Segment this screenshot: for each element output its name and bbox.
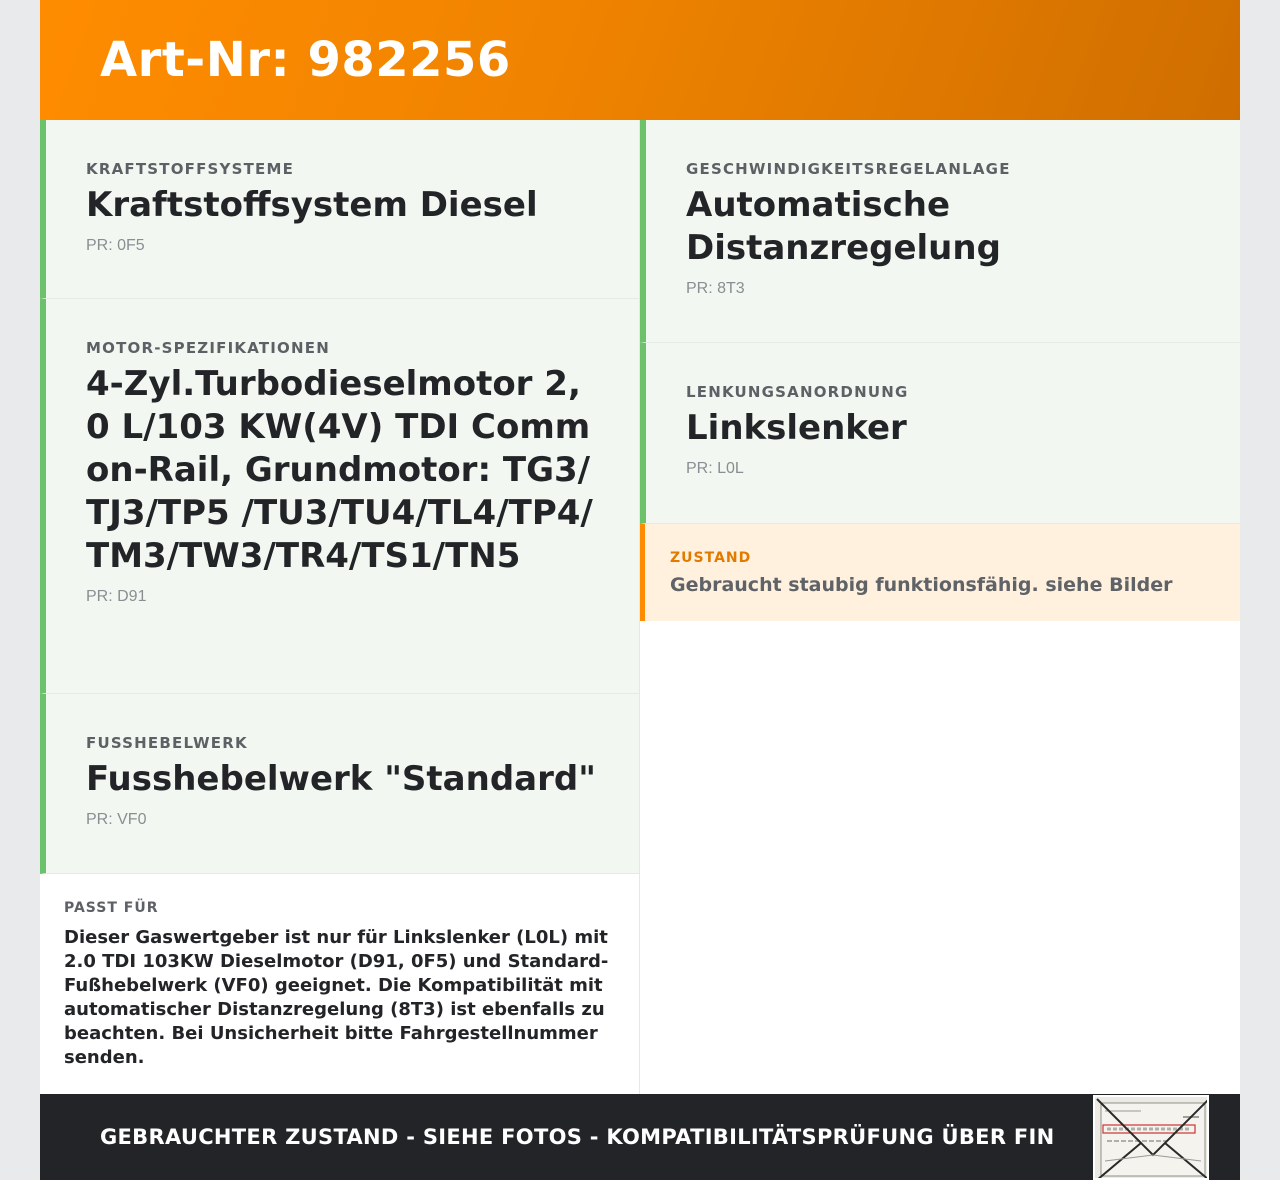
header-bar — [40, 0, 1240, 120]
left-column — [40, 120, 640, 1094]
condition-text: Gebraucht staubig funktionsfähig. siehe Bilder — [670, 574, 1173, 596]
spec-pr-code: PR: 0F5 — [86, 237, 145, 254]
spec-label: KRAFTSTOFFSYSTEME — [86, 160, 295, 178]
part-label-photo-thumbnail[interactable] — [1093, 1095, 1209, 1180]
spec-title: Kraftstoffsystem Diesel — [86, 185, 538, 225]
right-column — [640, 120, 1240, 1094]
condition-box — [640, 524, 1240, 621]
spec-card-fuel-system — [40, 120, 639, 299]
spec-pr-code: PR: L0L — [686, 460, 744, 477]
compatibility-section — [40, 874, 639, 1094]
spec-card-pedal-assembly — [40, 694, 639, 874]
spec-grid — [40, 120, 1240, 1094]
footer-bar — [40, 1094, 1240, 1180]
compatibility-label: PASST FÜR — [64, 900, 159, 916]
condition-label: ZUSTAND — [670, 550, 752, 566]
spec-title: Linkslenker — [686, 408, 907, 448]
spec-title: Automatische Distanzregelung — [686, 185, 1001, 268]
spec-title: Fusshebelwerk "Standard" — [86, 758, 596, 799]
product-sheet — [40, 0, 1240, 1180]
spec-card-steering — [640, 343, 1240, 524]
footer-text: GEBRAUCHTER ZUSTAND - SIEHE FOTOS - KOMPATIBILITÄTSPRÜFUNG ÜBER FIN — [100, 1125, 1055, 1149]
part-label-photo-icon — [1095, 1097, 1209, 1180]
spec-label: FUSSHEBELWERK — [86, 733, 248, 752]
spec-pr-code: PR: D91 — [86, 588, 147, 606]
spec-pr-code: PR: 8T3 — [686, 280, 745, 297]
spec-title: 4-Zyl.Turbodieselmotor 2,0 L/103 KW(4V) TDI Common-Rail, Grundmotor: TG3/TJ3/TP5 /TU3/TU4/TL4/TP4/TM3/TW3/TR4/TS1/TN5 — [86, 364, 593, 577]
spec-card-cruise-control — [640, 120, 1240, 343]
article-number-title: Art-Nr: 982256 — [100, 32, 511, 88]
compatibility-text: Dieser Gaswertgeber ist nur für Linkslenker (L0L) mit 2.0 TDI 103KW Dieselmotor (D91, 0F5) und Standard-Fußhebelwerk (VF0) geeignet. Die Kompatibilität mit automatischer Distanzregelung (8T3) ist ebenfalls zu beachten. Bei Unsicherheit bitte Fahrgestellnummer senden. — [64, 927, 609, 1068]
spec-label: GESCHWINDIGKEITSREGELANLAGE — [686, 160, 1011, 178]
spec-card-engine — [40, 299, 639, 693]
spec-label: LENKUNGSANORDNUNG — [686, 383, 909, 401]
spec-label: MOTOR-SPEZIFIKATIONEN — [86, 339, 330, 358]
spec-pr-code: PR: VF0 — [86, 810, 147, 828]
